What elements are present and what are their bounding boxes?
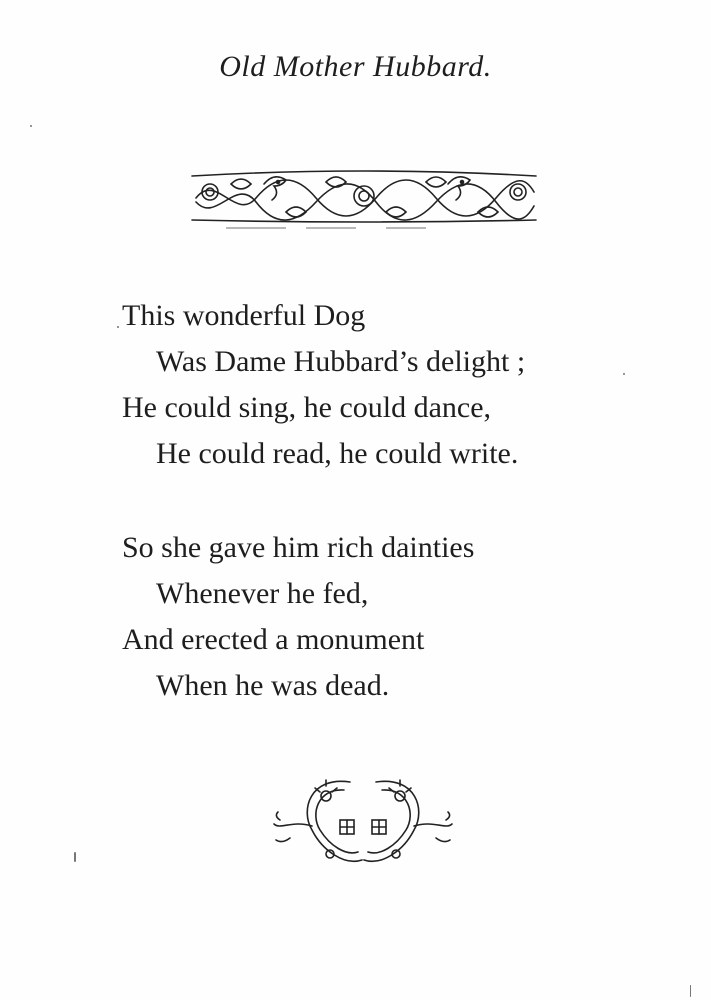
verse-line: So she gave him rich dainties: [122, 531, 475, 564]
verse-line: And erected a monument: [122, 623, 425, 656]
headpiece-ornament: [186, 162, 542, 234]
verse-line: When he was dead.: [156, 669, 390, 702]
running-title: Old Mother Hubbard.: [219, 50, 492, 83]
verse-line: He could sing, he could dance,: [122, 391, 492, 424]
verse-line: Whenever he fed,: [156, 577, 369, 610]
verse-line: Was Dame Hubbard’s delight ;: [156, 345, 526, 378]
stanza-2: [122, 525, 474, 709]
print-speck: [690, 985, 691, 997]
print-speck: [623, 373, 625, 375]
stanza-1: [122, 293, 525, 477]
print-speck: [117, 326, 119, 328]
print-speck: [74, 852, 76, 862]
tailpiece-ornament: [270, 770, 456, 880]
verse-line: He could read, he could write.: [156, 437, 519, 470]
verse-line: This wonderful Dog: [122, 299, 366, 332]
print-speck: [30, 125, 32, 127]
